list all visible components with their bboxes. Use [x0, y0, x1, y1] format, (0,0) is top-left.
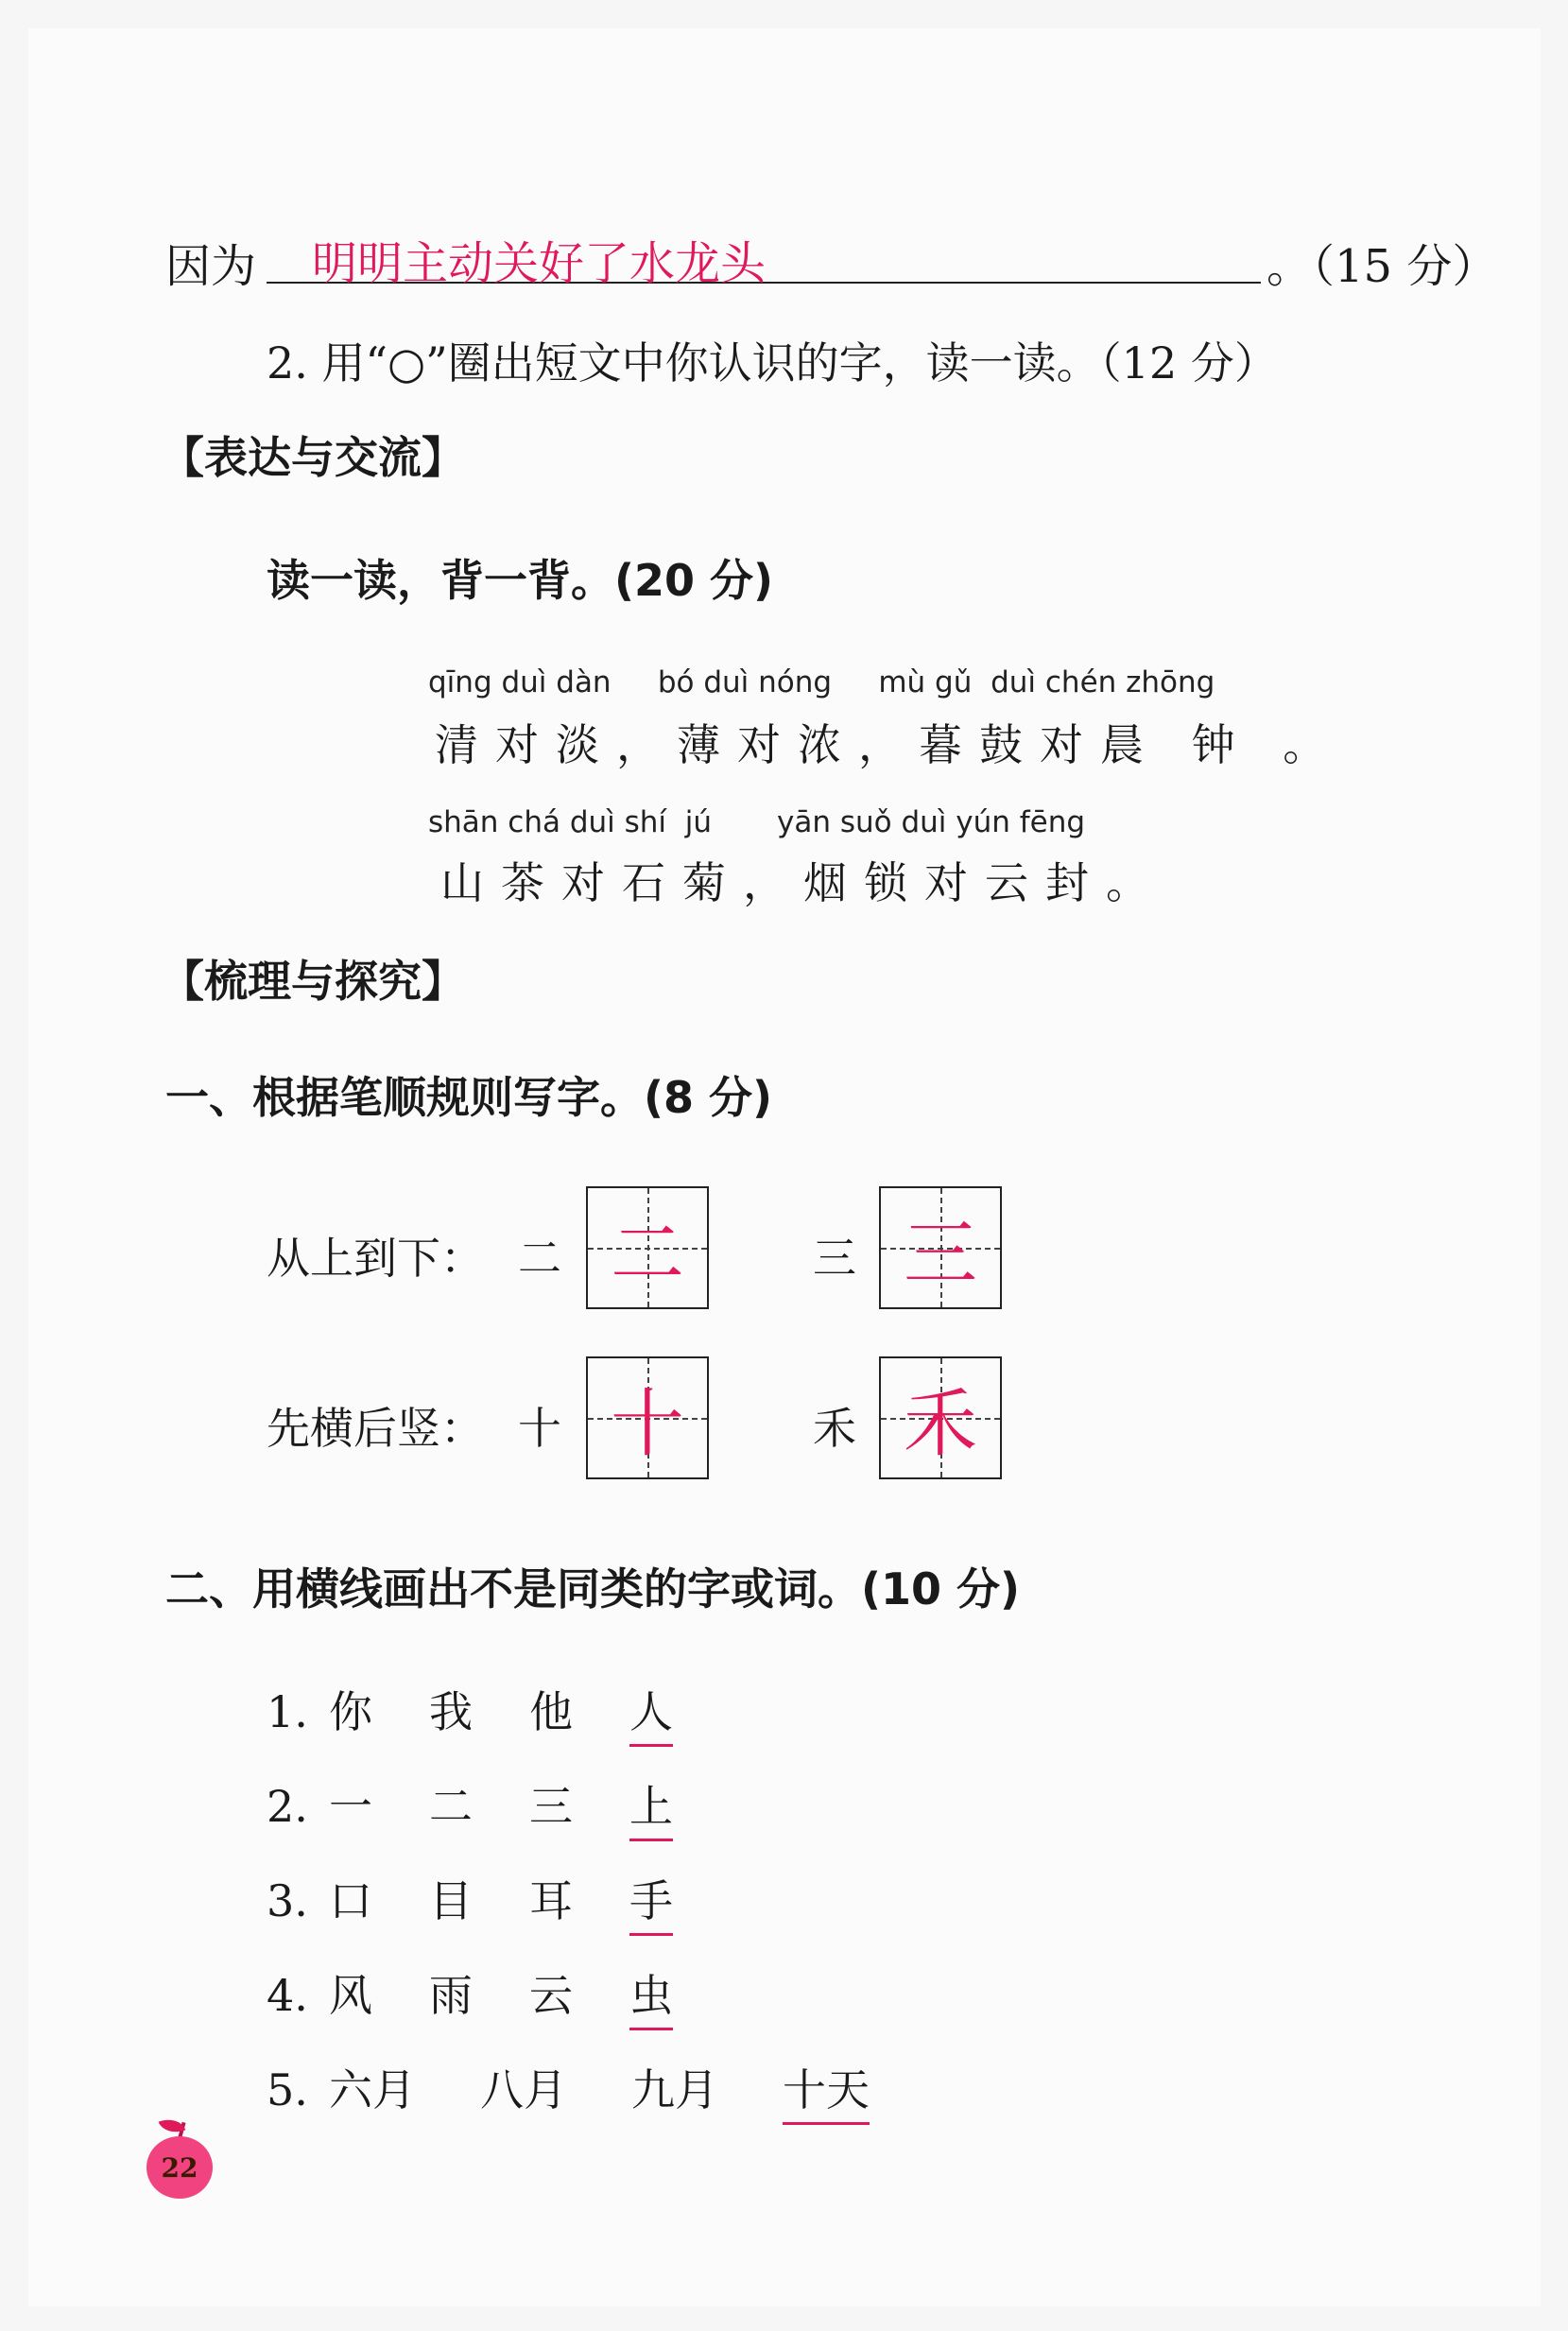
word: 雨	[429, 1970, 473, 2021]
word: 你	[329, 1686, 372, 1737]
odd-word[interactable]: 虫	[629, 1961, 673, 2030]
grid-c-answer: 十	[610, 1382, 684, 1467]
couplet1-pinyin: qīng duì dàn bó duì nóng mù gǔ duì chén zhōng	[428, 665, 1215, 699]
word: 我	[429, 1686, 473, 1737]
item-number: 4.	[267, 1970, 308, 2021]
item-number: 3.	[267, 1875, 308, 1926]
task1-title: 一、根据笔顺规则写字。(8 分)	[165, 1072, 773, 1123]
list-item-4	[267, 1961, 673, 2030]
q1-suffix: 。（15 分）	[1266, 240, 1498, 293]
odd-word[interactable]: 手	[629, 1867, 673, 1936]
list-item-3	[267, 1867, 673, 1936]
couplet2-pinyin: shān chá duì shí jú yān suǒ duì yún fēng	[428, 805, 1086, 839]
q1-answer: 明明主动关好了水龙头	[312, 237, 767, 290]
word: 他	[529, 1686, 573, 1737]
word: 云	[529, 1970, 573, 2021]
grid-d-answer: 禾	[903, 1382, 977, 1467]
item-number: 5.	[267, 2064, 308, 2115]
odd-word[interactable]: 人	[629, 1678, 673, 1747]
task1-row1-char-b: 三	[813, 1233, 856, 1284]
list-item-5	[267, 2056, 870, 2125]
q2-instruction: 2. 用“○”圈出短文中你认识的字，读一读。（12 分）	[267, 337, 1278, 388]
page-number-badge	[146, 2136, 213, 2199]
section-express-title: 【表达与交流】	[161, 432, 465, 483]
couplet2-hanzi: 山茶对石菊，烟锁对云封。	[440, 857, 1166, 908]
odd-word[interactable]: 上	[629, 1772, 673, 1841]
word: 二	[429, 1781, 473, 1832]
writing-grid-d[interactable]	[879, 1356, 1002, 1479]
q1-prefix: 因为	[165, 240, 257, 293]
couplet1-hanzi: 清对淡，薄对浓，暮鼓对晨 钟 。	[435, 719, 1344, 770]
page-number: 22	[161, 2151, 198, 2184]
item-number: 1.	[267, 1686, 308, 1737]
grid-a-answer: 二	[610, 1212, 684, 1297]
list-item-2	[267, 1772, 673, 1841]
task1-row1-label: 从上到下：	[267, 1233, 484, 1284]
read-task-title: 读一读，背一背。(20 分)	[267, 555, 774, 606]
task1-row2-char-b: 禾	[813, 1403, 856, 1454]
writing-grid-a[interactable]	[586, 1186, 709, 1309]
word: 八月	[480, 2064, 567, 2115]
task1-row1-char-a: 二	[518, 1233, 561, 1284]
word: 目	[429, 1875, 473, 1926]
list-item-1	[267, 1678, 673, 1747]
writing-grid-c[interactable]	[586, 1356, 709, 1479]
word: 三	[529, 1781, 573, 1832]
word: 六月	[329, 2064, 416, 2115]
word: 耳	[529, 1875, 573, 1926]
odd-word[interactable]: 十天	[783, 2056, 870, 2125]
item-number: 2.	[267, 1781, 308, 1832]
word: 口	[329, 1875, 372, 1926]
task2-title: 二、用横线画出不是同类的字或词。(10 分)	[165, 1563, 1021, 1614]
writing-grid-b[interactable]	[879, 1186, 1002, 1309]
grid-b-answer: 三	[903, 1212, 977, 1297]
word: 风	[329, 1970, 372, 2021]
word: 一	[329, 1781, 372, 1832]
section-sort-title: 【梳理与探究】	[161, 956, 465, 1007]
task1-row2-label: 先横后竖：	[267, 1403, 484, 1454]
word: 九月	[631, 2064, 718, 2115]
task1-row2-char-a: 十	[518, 1403, 561, 1454]
